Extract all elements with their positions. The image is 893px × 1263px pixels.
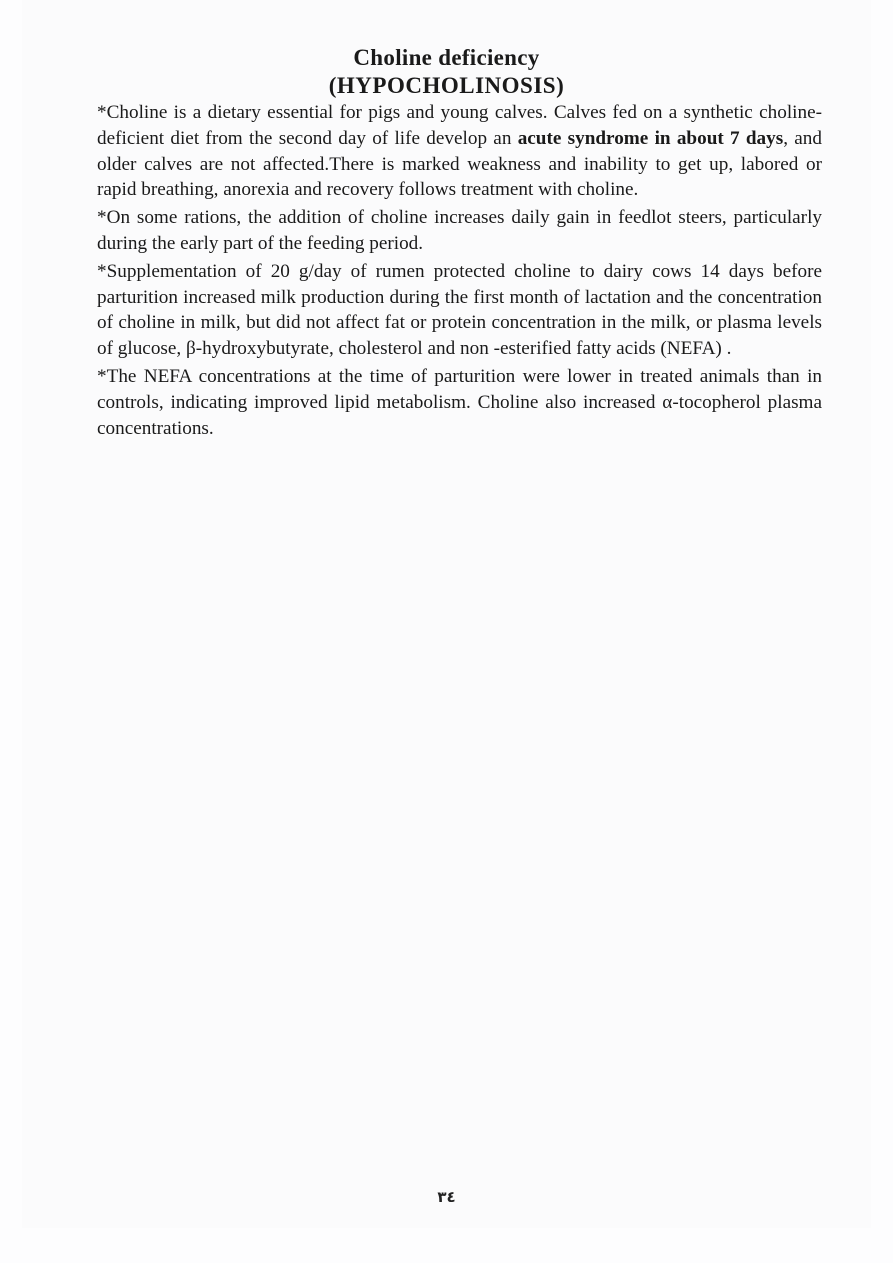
title-subtitle: (HYPOCHOLINOSIS) xyxy=(328,73,565,98)
body-text xyxy=(97,100,822,443)
paragraph-bold-text: acute syndrome in about 7 days xyxy=(517,127,784,149)
paragraph-supplementation: *Supplementation of 20 g/day of rumen protected choline to dairy cows 14 days before parturition increased milk production during the first month of lactation and the concentration of choline in milk, but did not affect fat or protein concentration in the milk, or plasma levels of glucose, β-hydroxybutyrate, cholesterol and non -esterified fatty acids (NEFA) . xyxy=(97,260,822,360)
page-title xyxy=(0,44,893,100)
paragraph-feedlot-gain: *On some rations, the addition of choline increases daily gain in feedlot steers, particularly during the early part of the feeding period. xyxy=(97,207,822,254)
paragraph-nefa: *The NEFA concentrations at the time of parturition were lower in treated animals than in controls, indicating improved lipid metabolism. Choline also increased α-tocopherol plasma concentrations. xyxy=(97,365,822,439)
title-main: Choline deficiency xyxy=(353,45,540,70)
paragraph-text: , and older calves are not affected.There is marked weakness and inability to get up, labored or rapid breathing, anorexia and recovery follows treatment with choline. xyxy=(97,127,822,201)
paragraph-choline-essential xyxy=(97,100,822,203)
paragraph-text: *Choline is a dietary essential for pigs and young calves. Calves fed on a synthetic choline-deficient diet from the second day of life develop an xyxy=(97,102,822,149)
page-number: ٣٤ xyxy=(437,1188,456,1206)
